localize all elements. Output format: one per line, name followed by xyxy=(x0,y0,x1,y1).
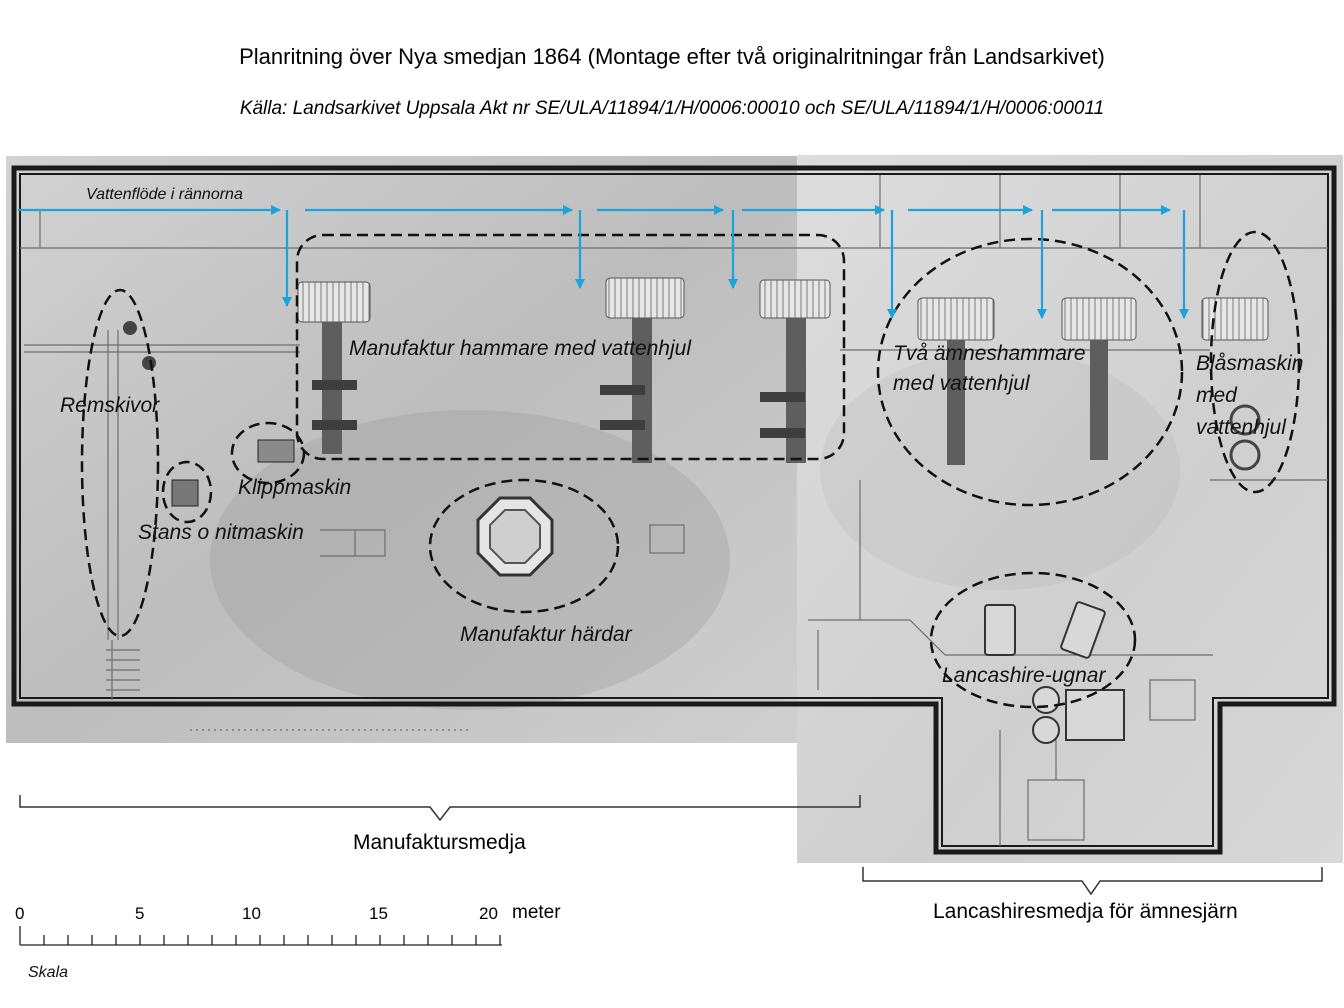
amneshammare-label-line2: med vattenhjul xyxy=(893,372,1030,395)
scale-label: Skala xyxy=(28,964,69,981)
water-flow-label: Vattenflöde i rännorna xyxy=(86,186,243,203)
scale-tick-label: 0 xyxy=(15,904,25,923)
blasmaskin-label-line3: vattenhjul xyxy=(1196,416,1286,439)
brace-lancashiresmedja xyxy=(863,867,1322,894)
remskivor-label: Remskivor xyxy=(60,394,160,417)
blasmaskin-label-line1: Blåsmaskin xyxy=(1196,352,1304,375)
scale-tick-label: 10 xyxy=(242,904,261,923)
hearth-symbol xyxy=(478,498,552,575)
page-title: Planritning över Nya smedjan 1864 (Montage efter två originalritningar från Landsarkivet) xyxy=(239,44,1105,69)
blasmaskin-label-line2: med xyxy=(1196,384,1237,407)
hardar-label: Manufaktur härdar xyxy=(460,623,632,646)
section-manufaktursmedja: Manufaktursmedja xyxy=(353,831,526,854)
section-lancashiresmedja: Lancashiresmedja för ämnesjärn xyxy=(933,900,1238,923)
amneshammare-label-line1: Två ämneshammare xyxy=(893,342,1086,365)
scale-tick-label: 15 xyxy=(369,904,388,923)
scale-tick-label: 20 xyxy=(479,904,498,923)
klipp-machine-symbol xyxy=(258,440,294,462)
source-citation: Källa: Landsarkivet Uppsala Akt nr SE/ULA/11894/1/H/0006:00010 och SE/ULA/11894/1/H/0006:00011 xyxy=(239,98,1105,119)
scale-bar xyxy=(20,926,502,945)
lancashire-ugnar-label: Lancashire-ugnar xyxy=(942,664,1106,687)
klippmaskin-label: Klippmaskin xyxy=(238,476,352,499)
scale-tick-label: 5 xyxy=(135,904,145,923)
stans-label: Stans o nitmaskin xyxy=(138,521,304,544)
brace-manufaktursmedja xyxy=(20,795,860,820)
hammare-label: Manufaktur hammare med vattenhjul xyxy=(349,337,691,360)
stans-machine-symbol xyxy=(172,480,198,506)
scale-unit: meter xyxy=(512,902,561,923)
